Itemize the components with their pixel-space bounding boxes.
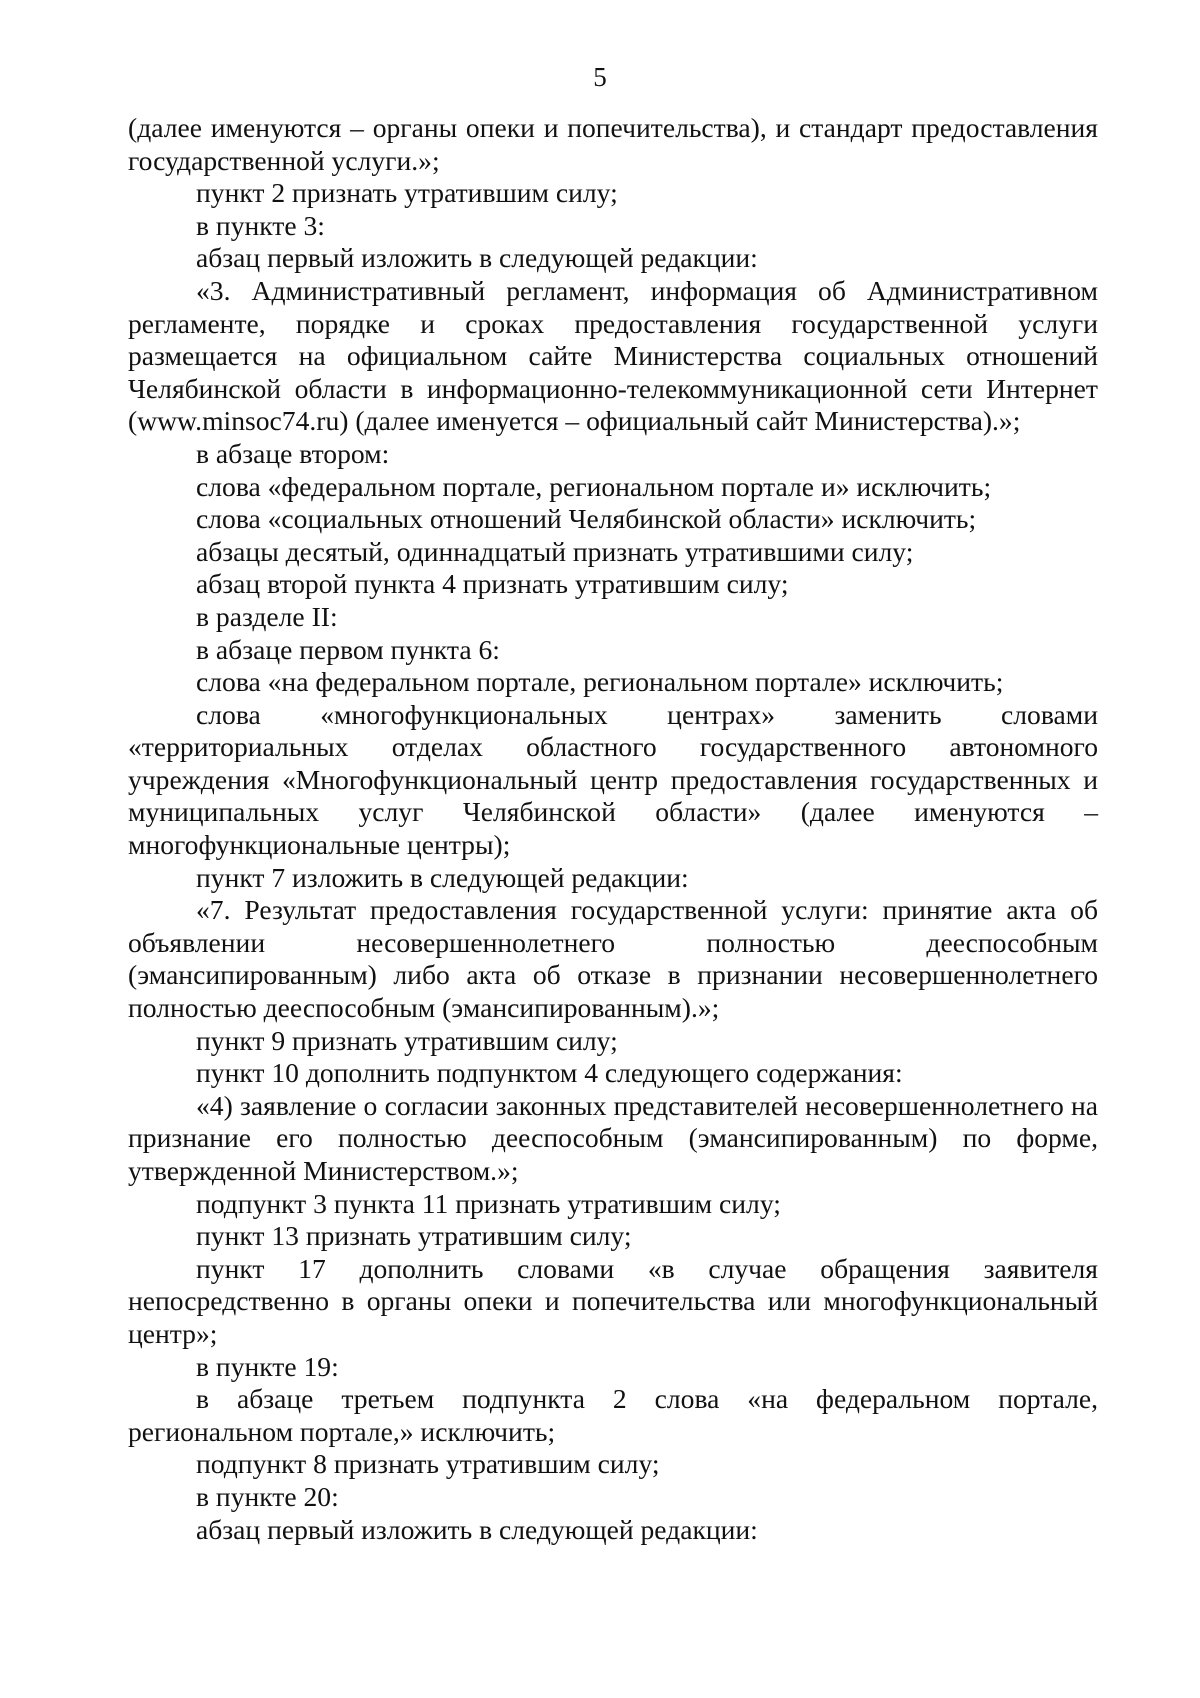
paragraph: в абзаце третьем подпункта 2 слова «на федеральном портале, региональном портале,» исключить; <box>128 1383 1098 1447</box>
paragraph: слова «многофункциональных центрах» заменить словами «территориальных отделах областного государственного автономного учреждения «Многофункциональный центр предоставления государственных и муниципальных услуг Челябинской области» (далее именуются – многофункциональные центры); <box>128 698 1098 861</box>
paragraph: абзац первый изложить в следующей редакции: <box>196 242 758 274</box>
paragraph: подпункт 3 пункта 11 признать утратившим силу; <box>196 1187 781 1219</box>
paragraph: абзац первый изложить в следующей редакции: <box>196 1513 758 1545</box>
paragraph: «7. Результат предоставления государственной услуги: принятие акта об объявлении несовершеннолетнего полностью дееспособным (эмансипированным) либо акта об отказе в признании несовершеннолетнего полностью дееспособным (эмансипированным).»; <box>128 894 1098 1024</box>
paragraph: пункт 7 изложить в следующей редакции: <box>196 861 689 893</box>
paragraph: в разделе II: <box>196 600 338 632</box>
paragraph: пункт 17 дополнить словами «в случае обращения заявителя непосредственно в органы опеки и попечительства или многофункциональный центр»; <box>128 1252 1098 1349</box>
paragraph: в абзаце втором: <box>196 437 390 469</box>
paragraph: пункт 2 признать утратившим силу; <box>196 177 618 209</box>
paragraph: абзацы десятый, одиннадцатый признать утратившими силу; <box>196 535 914 567</box>
paragraph: абзац второй пункта 4 признать утратившим силу; <box>196 568 789 600</box>
paragraph: в пункте 19: <box>196 1350 339 1382</box>
paragraph: (далее именуются – органы опеки и попечительства), и стандарт предоставления государственной услуги.»; <box>128 112 1098 176</box>
paragraph: слова «на федеральном портале, региональном портале» исключить; <box>196 666 1004 698</box>
paragraph: пункт 9 признать утратившим силу; <box>196 1024 618 1056</box>
paragraph: «4) заявление о согласии законных представителей несовершеннолетнего на признание его полностью дееспособным (эмансипированным) по форме, утвержденной Министерством.»; <box>128 1089 1098 1186</box>
paragraph: в пункте 3: <box>196 209 325 241</box>
paragraph: пункт 10 дополнить подпунктом 4 следующего содержания: <box>196 1057 903 1089</box>
paragraph: в абзаце первом пункта 6: <box>196 633 500 665</box>
paragraph: слова «социальных отношений Челябинской области» исключить; <box>196 503 977 535</box>
paragraph: подпункт 8 признать утратившим силу; <box>196 1448 660 1480</box>
page-number: 5 <box>593 62 607 92</box>
paragraph: «3. Административный регламент, информация об Административном регламенте, порядке и сроках предоставления государственной услуги размещается на официальном сайте Министерства социальных отношений Челябинской области в информационно-телекоммуникационной сети Интернет (www.minsoc74.ru) (далее именуется – официальный сайт Министерства).»; <box>128 274 1098 437</box>
paragraph: в пункте 20: <box>196 1480 339 1512</box>
paragraph: слова «федеральном портале, региональном портале и» исключить; <box>196 470 992 502</box>
document-body <box>128 112 1098 1546</box>
paragraph: пункт 13 признать утратившим силу; <box>196 1220 632 1252</box>
